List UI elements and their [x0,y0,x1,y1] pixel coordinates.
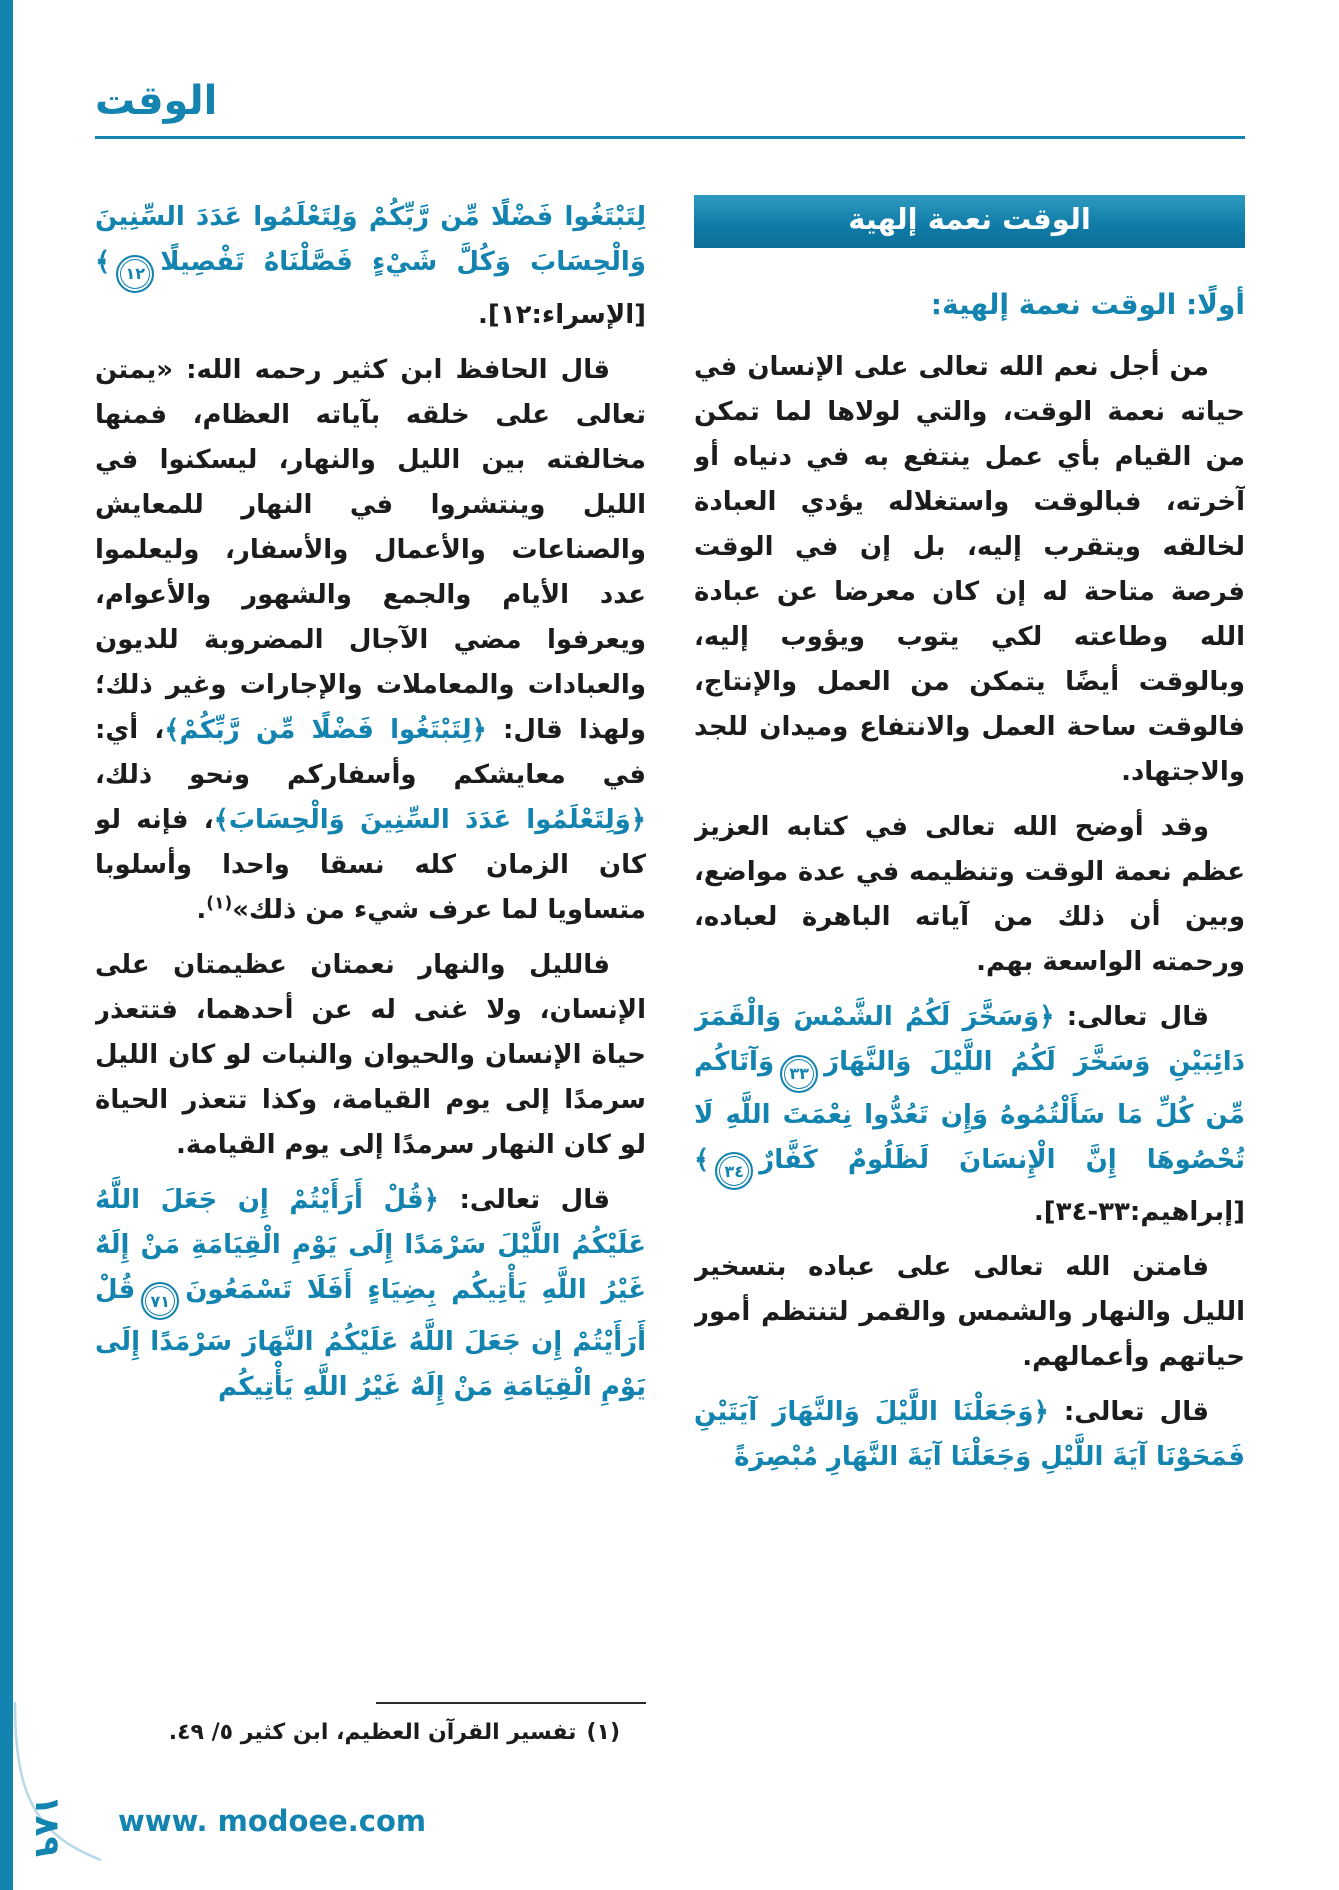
paragraph [694,995,1245,1235]
quran-verse-text: لِتَبْتَغُوا فَضْلًا مِّن رَّبِّكُمْ وَلِتَعْلَمُوا عَدَدَ السِّنِينَ وَالْحِسَابَ وَكُلَّ شَيْءٍ فَصَّلْنَاهُ تَفْصِيلًا [95,202,646,277]
right-column [694,195,1245,1750]
page-number: ١٨٩ [27,1794,68,1858]
verse-reference: [الإسراء:١٢]. [477,299,646,330]
body-text: وقد أوضح الله تعالى في كتابه العزيز عظم نعمة الوقت وتنظيمه في عدة مواضع، وبين أن ذلك من آياته الباهرة لعباده، ورحمته الواسعة بهم. [694,812,1245,977]
section-subheading [694,282,1245,327]
decorative-side-strip [0,0,13,1890]
paragraph [694,1245,1245,1380]
paragraph [694,345,1245,795]
quran-verse-text: قُلْ أَرَأَيْتُمْ إِن جَعَلَ اللَّهُ عَلَيْكُمُ النَّهَارَ سَرْمَدًا إِلَى يَوْمِ الْقِيَامَةِ مَنْ إِلَهٌ غَيْرُ اللَّهِ يَأْتِيكُم [95,1274,646,1402]
footnote-divider [376,1702,646,1704]
paragraph [95,348,646,933]
footnote-reference: (١) [206,892,233,913]
quran-verse-text: ﴾ [95,247,111,277]
paragraph [95,195,646,338]
paragraph [694,805,1245,985]
ayah-number-medallion: ٣٣ [780,1055,818,1093]
body-text: ، أي: في معايشكم وأسفاركم ونحو ذلك، [95,714,646,790]
body-text: من أجل نعم الله تعالى على الإنسان في حياته نعمة الوقت، والتي لولاها لما تمكن من القيام بأي عمل ينتفع به في دنياه أو آخرته، فبالوقت واستغلاله يؤدي العبادة لخالقه ويتقرب إليه، بل إن في الوقت فرصة متاحة له إن كان معرضا عن عبادة الله وطاعته لكي يتوب ويؤوب إليه، وبالوقت أيضًا يتمكن من العمل والإنتاج، فالوقت ساحة العمل والانتفاع وميدان للجد والاجتهاد. [694,352,1245,787]
ayah-number-medallion: ٣٤ [715,1152,753,1190]
body-text: أولًا: الوقت نعمة إلهية: [930,288,1245,321]
left-column-blocks [95,195,646,1420]
quran-verse-text: ﴿وَسَخَّرَ لَكُمُ الشَّمْسَ وَالْقَمَرَ دَائِبَيْنِ وَسَخَّرَ لَكُمُ اللَّيْلَ وَالنَّهَارَ [694,1002,1245,1077]
page-header [95,78,1245,139]
quran-verse-text: ﴾ [694,1144,710,1175]
paragraph [694,1390,1245,1480]
footnote-area [95,1688,646,1750]
body-text: قال تعالى: [1054,1002,1209,1032]
paragraph [95,943,646,1168]
ayah-number-medallion: ٧١ [141,1282,179,1320]
two-column-text [95,195,1245,1750]
body-text: . [196,894,207,925]
quran-verse-text: ﴿وَلِتَعْلَمُوا عَدَدَ السِّنِينَ وَالْحِسَابَ﴾ [213,804,646,835]
page-footer [0,1780,1339,1890]
body-text: فالليل والنهار نعمتان عظيمتان على الإنسان، ولا غنى له عن أحدهما، فتتعذر حياة الإنسان والحيوان والنبات لو كان الليل سرمدًا إلى يوم القيامة، وكذا تتعذر الحياة لو كان النهار سرمدًا إلى يوم القيامة. [95,949,646,1160]
quran-verse-text: ﴿لِتَبْتَغُوا فَضْلًا مِّن رَّبِّكُمْ﴾ [164,714,487,745]
ayah-number-medallion: ١٢ [116,255,154,293]
paragraph [95,1178,646,1411]
footnote [95,1716,646,1750]
body-text: قال تعالى: [438,1184,610,1215]
quran-verse-text: ﴿قُلْ أَرَأَيْتُمْ إِن جَعَلَ اللَّهُ عَلَيْكُمُ اللَّيْلَ سَرْمَدًا إِلَى يَوْمِ الْقِيَامَةِ مَنْ إِلَهٌ غَيْرُ اللَّهِ يَأْتِيكُم بِضِيَاءٍ أَفَلَا تَسْمَعُونَ [95,1184,646,1305]
section-title-banner: الوقت نعمة إلهية [694,195,1245,248]
page-header-title: الوقت [95,78,218,124]
body-text: ، فإنه لو كان الزمان كله نسقا واحدا وأسلوبا متساويا لما عرف شيء من ذلك» [95,804,646,925]
quran-verse-text: وَآتَاكُم مِّن كُلِّ مَا سَأَلْتُمُوهُ وَإِن تَعُدُّوا نِعْمَتَ اللَّهِ لَا تُحْصُوهَا إِنَّ الْإِنسَانَ لَظَلُومٌ كَفَّارٌ [694,1047,1245,1175]
body-text: قال الحافظ ابن كثير رحمه الله: «يمتن تعالى على خلقه بآياته العظام، فمنها مخالفته بين الليل والنهار، ليسكنوا في الليل وينتشروا في النهار للمعايش والصناعات والأعمال والأسفار، وليعلموا عدد الأيام والجمع والشهور والأعوام، ويعرفوا مضي الآجال المضروبة للديون والعبادات والمعاملات والإجارات وغير ذلك؛ ولهذا قال: [95,354,646,745]
body-text: فامتن الله تعالى على عباده بتسخير الليل والنهار والشمس والقمر لتنتظم أمور حياتهم وأعمالهم. [694,1252,1245,1372]
quran-verse-text: ﴿وَجَعَلْنَا اللَّيْلَ وَالنَّهَارَ آيَتَيْنِ فَمَحَوْنَا آيَةَ اللَّيْلِ وَجَعَلْنَا آيَةَ النَّهَارِ مُبْصِرَةً [694,1397,1245,1472]
verse-reference: [إبراهيم:٣٣-٣٤]. [1033,1197,1245,1227]
website-url: www. modoee.com [118,1804,427,1838]
body-text: قال تعالى: [1048,1397,1209,1427]
footnote-text: تفسير القرآن العظيم، ابن كثير ٥/ ٤٩. [168,1720,577,1745]
header-rule [95,136,1245,139]
right-column-blocks [694,282,1245,1480]
footnote-marker: (١) [586,1720,620,1745]
left-column [95,195,646,1750]
